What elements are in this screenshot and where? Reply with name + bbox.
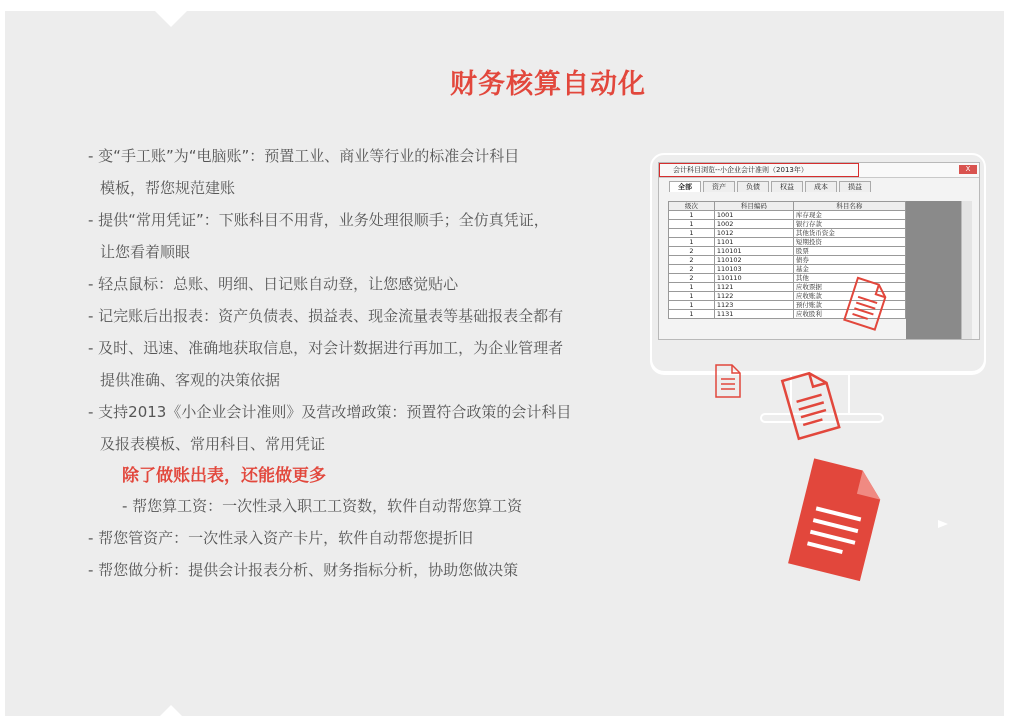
close-icon[interactable]: X <box>959 165 977 174</box>
tab-equity[interactable]: 权益 <box>771 181 803 192</box>
table-cell: 1 <box>669 292 715 301</box>
table-cell: 1 <box>669 229 715 238</box>
feature-line: - 轻点鼠标：总账、明细、日记账自动登，让您感觉贴心 <box>88 275 459 293</box>
table-cell: 1001 <box>714 211 793 220</box>
table-cell: 1002 <box>714 220 793 229</box>
document-icon <box>842 276 892 334</box>
table-row[interactable] <box>669 247 906 256</box>
feature-line: - 变“手工账”为“电脑账”：预置工业、商业等行业的标准会计科目 <box>88 147 520 165</box>
window-title: 会计科目浏览--小企业会计准则（2013年） <box>673 166 808 174</box>
tab-all[interactable]: 全部 <box>669 181 701 192</box>
column-header: 科目名称 <box>793 202 905 211</box>
highlight-heading: 除了做账出表，还能做更多 <box>122 466 326 486</box>
table-cell: 2 <box>669 256 715 265</box>
table-cell: 2 <box>669 247 715 256</box>
account-tabs <box>659 178 979 192</box>
table-cell: 其他 <box>793 274 905 283</box>
cursor-icon <box>936 518 950 530</box>
software-window <box>658 162 980 340</box>
table-cell: 1123 <box>714 301 793 310</box>
table-cell: 预付账款 <box>793 301 905 310</box>
feature-line: 让您看着顺眼 <box>100 243 191 261</box>
tab-assets[interactable]: 资产 <box>703 181 735 192</box>
table-cell: 1131 <box>714 310 793 319</box>
table-cell: 基金 <box>793 265 905 274</box>
window-titlebar <box>659 163 979 178</box>
feature-line: 提供准确、客观的决策依据 <box>100 371 281 389</box>
document-icon <box>712 362 744 400</box>
table-row[interactable] <box>669 256 906 265</box>
document-icon <box>786 458 890 582</box>
table-cell: 短期投资 <box>793 238 905 247</box>
table-cell: 银行存款 <box>793 220 905 229</box>
feature-line: - 帮您算工资：一次性录入职工工资数，软件自动帮您算工资 <box>122 497 523 515</box>
table-cell: 应收账款 <box>793 292 905 301</box>
table-cell: 110110 <box>714 274 793 283</box>
feature-line: - 支持2013《小企业会计准则》及营改增政策：预置符合政策的会计科目 <box>88 403 572 421</box>
table-cell: 1 <box>669 301 715 310</box>
feature-line: 模板，帮您规范建账 <box>100 179 236 197</box>
table-cell: 1 <box>669 220 715 229</box>
table-row[interactable] <box>669 265 906 274</box>
column-header: 级次 <box>669 202 715 211</box>
table-header <box>669 202 906 211</box>
table-cell: 应收票据 <box>793 283 905 292</box>
table-cell: 1 <box>669 238 715 247</box>
bottom-notch <box>155 705 187 721</box>
table-cell: 股票 <box>793 247 905 256</box>
titlebar-highlight <box>659 163 859 177</box>
table-cell: 1122 <box>714 292 793 301</box>
table-cell: 1101 <box>714 238 793 247</box>
table-row[interactable] <box>669 220 906 229</box>
table-cell: 债券 <box>793 256 905 265</box>
table-cell: 其他货币资金 <box>793 229 905 238</box>
table-cell: 1012 <box>714 229 793 238</box>
feature-line: - 提供“常用凭证”：下账科目不用背，业务处理很顺手；全仿真凭证， <box>88 211 549 229</box>
section-title: 财务核算自动化 <box>450 69 646 100</box>
feature-line: - 帮您做分析：提供会计报表分析、财务指标分析，协助您做决策 <box>88 561 519 579</box>
tab-profit-loss[interactable]: 损益 <box>839 181 871 192</box>
top-notch <box>155 11 187 27</box>
empty-pane <box>906 201 961 340</box>
table-cell: 1 <box>669 310 715 319</box>
table-cell: 1 <box>669 211 715 220</box>
scrollbar[interactable] <box>961 201 972 340</box>
table-row[interactable] <box>669 211 906 220</box>
feature-line: - 记完账后出报表：资产负债表、损益表、现金流量表等基础报表全都有 <box>88 307 564 325</box>
feature-line: 及报表模板、常用科目、常用凭证 <box>100 435 326 453</box>
table-cell: 110103 <box>714 265 793 274</box>
feature-line: - 帮您管资产：一次性录入资产卡片，软件自动帮您提折旧 <box>88 529 474 547</box>
table-cell: 2 <box>669 274 715 283</box>
column-header: 科目编码 <box>714 202 793 211</box>
table-cell: 110101 <box>714 247 793 256</box>
feature-line: - 及时、迅速、准确地获取信息，对会计数据进行再加工，为企业管理者 <box>88 339 564 357</box>
table-cell: 110102 <box>714 256 793 265</box>
document-icon <box>778 368 844 442</box>
table-cell: 2 <box>669 265 715 274</box>
table-row[interactable] <box>669 229 906 238</box>
table-cell: 1121 <box>714 283 793 292</box>
table-row[interactable] <box>669 238 906 247</box>
feature-list <box>88 144 618 590</box>
table-cell: 库存现金 <box>793 211 905 220</box>
table-cell: 应收股利 <box>793 310 905 319</box>
tab-liabilities[interactable]: 负债 <box>737 181 769 192</box>
table-cell: 1 <box>669 283 715 292</box>
tab-cost[interactable]: 成本 <box>805 181 837 192</box>
